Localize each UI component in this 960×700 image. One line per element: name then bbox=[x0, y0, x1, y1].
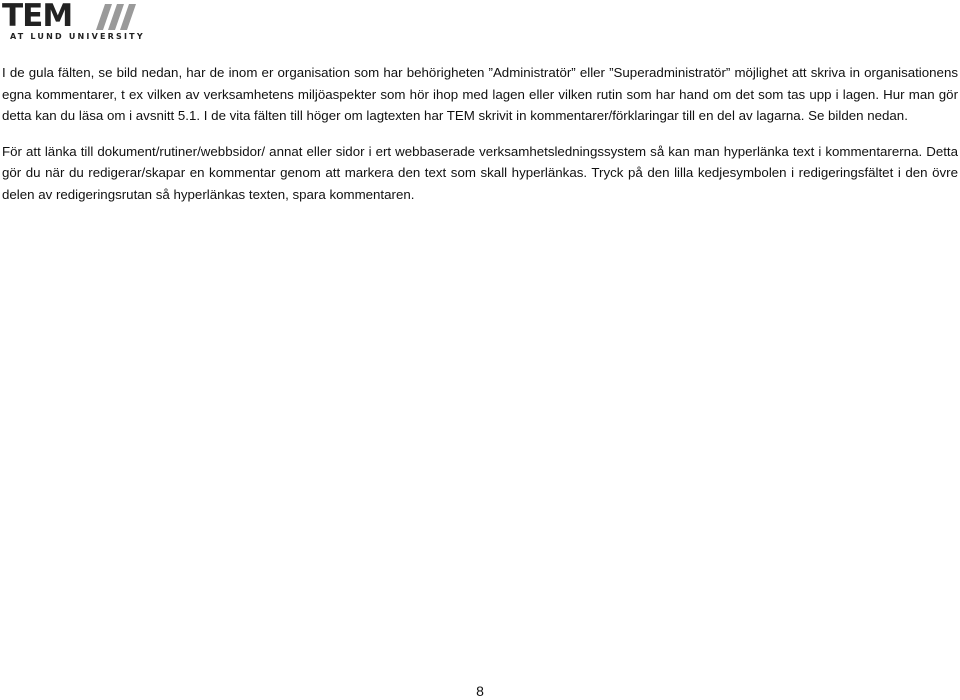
document-body bbox=[2, 62, 958, 219]
logo-wordmark: TEM bbox=[2, 0, 73, 34]
page-number: 8 bbox=[476, 683, 484, 699]
tem-logo bbox=[2, 0, 145, 44]
paragraph: I de gula fälten, se bild nedan, har de inom er organisation som har behörigheten ”Administratör” eller ”Superadministratör” möjlighet att skriva in organisationens egna kommentarer, t ex vilken av verksamhetens miljöaspekter som hör ihop med lagen eller vilken rutin som har hand om det som tas upp i lagen. Hur man gör detta kan du läsa om i avsnitt 5.1. I de vita fälten till höger om lagtexten har TEM skrivit in kommentarer/förklaringar till en del av lagarna. Se bilden nedan. bbox=[2, 65, 958, 123]
logo-subtitle: AT LUND UNIVERSITY bbox=[10, 32, 145, 41]
paragraph: För att länka till dokument/rutiner/webbsidor/ annat eller sidor i ert webbaserade verksamhetsledningssystem så kan man hyperlänka text i kommentarerna. Detta gör du när du redigerar/skapar en kommentar genom att markera den text som skall hyperlänkas. Tryck på den lilla kedjesymbolen i redigeringsfältet i den övre delen av redigeringsrutan så hyperlänkas texten, spara kommentaren. bbox=[2, 143, 958, 202]
logo-stripes-icon bbox=[96, 4, 138, 30]
